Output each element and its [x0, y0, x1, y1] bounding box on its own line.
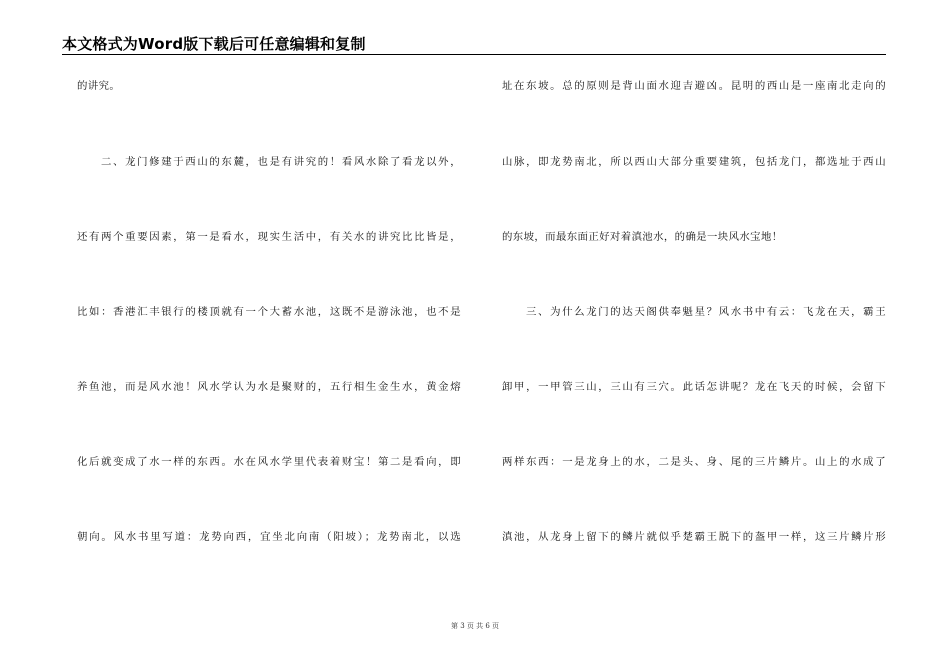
paragraph-line: 的东坡，而最东面正好对着滇池水，的确是一块风水宝地！	[502, 231, 783, 243]
paragraph-line: 化后就变成了水一样的东西。水在风水学里代表着财宝！第二是看向，即	[77, 456, 461, 468]
paragraph-line: 滇池，从龙身上留下的鳞片就似乎楚霸王脱下的盔甲一样，这三片鳞片形	[502, 531, 886, 543]
page-number: 第 3 页 共 6 页	[450, 622, 500, 630]
paragraph-line: 山脉，即龙势南北，所以西山大部分重要建筑，包括龙门，都选址于西山	[502, 156, 886, 168]
paragraph-line: 址在东坡。总的原则是背山面水迎吉避凶。昆明的西山是一座南北走向的	[502, 80, 886, 92]
paragraph-line: 朝向。风水书里写道：龙势向西，宜坐北向南（阳坡）；龙势南北，以选	[77, 531, 461, 543]
paragraph-line: 卸甲，一甲管三山，三山有三穴。此话怎讲呢？龙在飞天的时候，会留下	[502, 381, 886, 393]
paragraph-line: 养鱼池，而是风水池！风水学认为水是聚财的，五行相生金生水，黄金熔	[77, 381, 461, 393]
page-header-title: 本文格式为Word版下载后可任意编辑和复制	[62, 35, 366, 53]
paragraph-line: 三、为什么龙门的达天阁供奉魁星？风水书中有云：飞龙在天，霸王	[526, 306, 886, 318]
paragraph-line: 比如：香港汇丰银行的楼顶就有一个大蓄水池，这既不是游泳池，也不是	[77, 306, 461, 318]
paragraph-line: 还有两个重要因素，第一是看水，现实生活中，有关水的讲究比比皆是，	[77, 231, 461, 243]
paragraph-line: 两样东西：一是龙身上的水，二是头、身、尾的三片鳞片。山上的水成了	[502, 456, 886, 468]
paragraph-line: 的讲究。	[77, 80, 121, 92]
header-divider	[62, 54, 886, 55]
paragraph-line: 二、龙门修建于西山的东麓，也是有讲究的！看风水除了看龙以外，	[101, 156, 461, 168]
